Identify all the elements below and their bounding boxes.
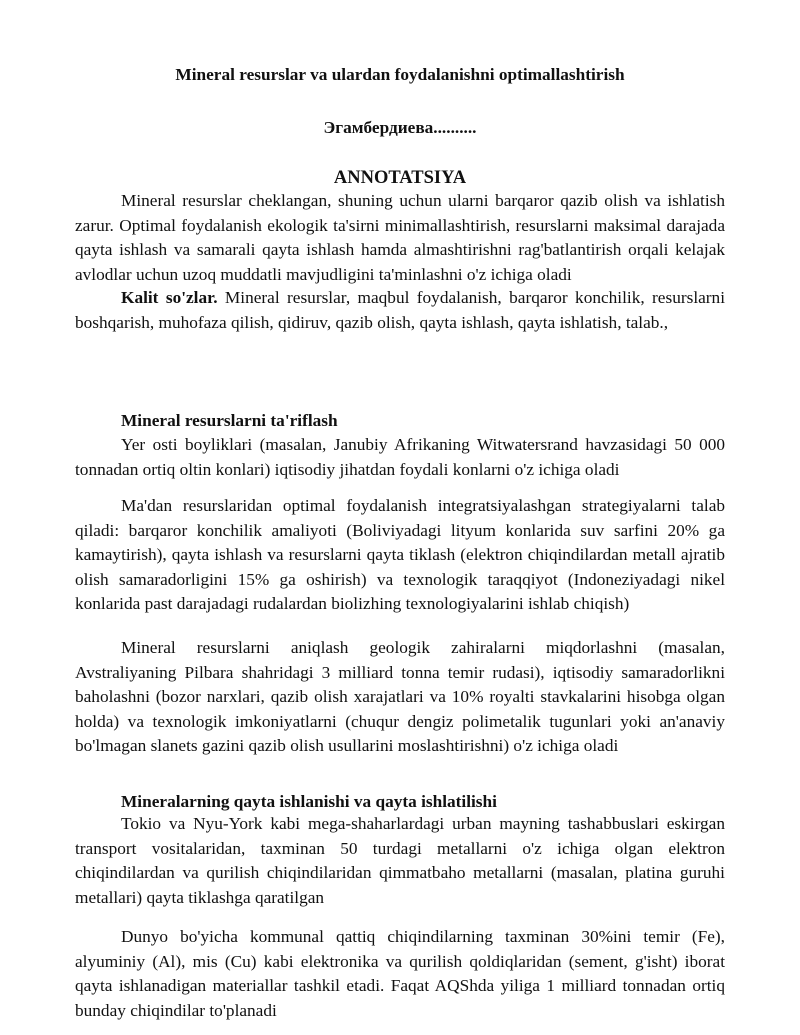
keywords-text: Mineral resurslar, maqbul foydalanish, barqaror konchilik, resurslarni boshqarish, muhofaza qilish, qidiruv, qazib olish, qayta ishlash, qayta ishlatish, talab., — [75, 288, 725, 332]
paragraph-recycling-1: Tokio va Nyu-York kabi mega-shaharlardagi urban mayning tashabbuslari eskirgan transport vositalaridan, taxminan 50 turdagi metallarni o'z ichiga olgan elektron chiqindilardan va qurilish chiqindilaridan qimmatbaho metallarni (masalan, platina guruhi metallari) qayta tiklashga qaratilgan — [75, 814, 725, 907]
keywords-label: Kalit so'zlar. — [121, 288, 218, 307]
keywords-paragraph — [75, 286, 725, 335]
paragraph-definition-3: Mineral resurslarni aniqlash geologik zahiralarni miqdorlashni (masalan, Avstraliyaning Pilbara shahridagi 3 milliard tonna temir rudasi), iqtisodiy samaradorlikni baholashni (bozor narxlari, qazib olish xarajatlari va 10% royalti stavkalarini hisobga olgan holda) va texnologik imkoniyatlarni (chuqur dengiz polimetalik tugunlari yoki an'anaviy bo'lmagan slanets gazini qazib olish usullarini moslashtirishni) o'z ichiga oladi — [75, 638, 725, 755]
annotation-paragraph: Mineral resurslar cheklangan, shuning uchun ularni barqaror qazib olish va ishlatish zarur. Optimal foydalanish ekologik ta'sirni minimallashtirish, resurslarni maksimal darajada qayta ishlash va samarali qayta ishlash hamda almashtirishni rag'batlantirish orqali kelajak avlodlar uchun uzoq muddatli mavjudligini ta'minlashni o'z ichiga oladi — [75, 191, 725, 284]
section-heading-definition: Mineral resurslarni ta'riflash — [121, 411, 338, 430]
paragraph-definition-1: Yer osti boyliklari (masalan, Janubiy Afrikaning Witwatersrand havzasidagi 50 000 tonnadan ortiq oltin konlari) iqtisodiy jihatdan foydali konlarni o'z ichiga oladi — [75, 435, 725, 479]
annotation-heading: ANNOTATSIYA — [333, 168, 467, 188]
paragraph-definition-2: Ma'dan resurslaridan optimal foydalanish integratsiyalashgan strategiyalarni talab qiladi: barqaror konchilik amaliyoti (Boliviyadagi lityum konlarida suv sarfini 20% ga kamaytirish), qayta ishlash va resurslarni qayta tiklash (elektron chiqindilardan metall ajratib olish samaradorligini 15% ga oshirish) va texnologik taraqqiyot (Indoneziyadagi nikel konlarida past darajadagi rudalardan biolizhing texnologiyalarini ishlab chiqish) — [75, 496, 725, 613]
author-name: Эгамбердиева.......... — [323, 118, 477, 137]
document-title: Mineral resurslar va ulardan foydalanishni optimallashtirish — [175, 65, 625, 84]
paragraph-recycling-2: Dunyo bo'yicha kommunal qattiq chiqindilarning taxminan 30%ini temir (Fe), alyuminiy (Al), mis (Cu) kabi elektronika va qurilish qoldiqlaridan (sement, g'isht) iborat qayta ishlanadigan materiallar tashkil etadi. Faqat AQShda yiliga 1 milliard tonnadan ortiq bunday chiqindilar to'planadi — [75, 927, 725, 1020]
section-heading-recycling: Mineralarning qayta ishlanishi va qayta ishlatilishi — [121, 792, 497, 811]
